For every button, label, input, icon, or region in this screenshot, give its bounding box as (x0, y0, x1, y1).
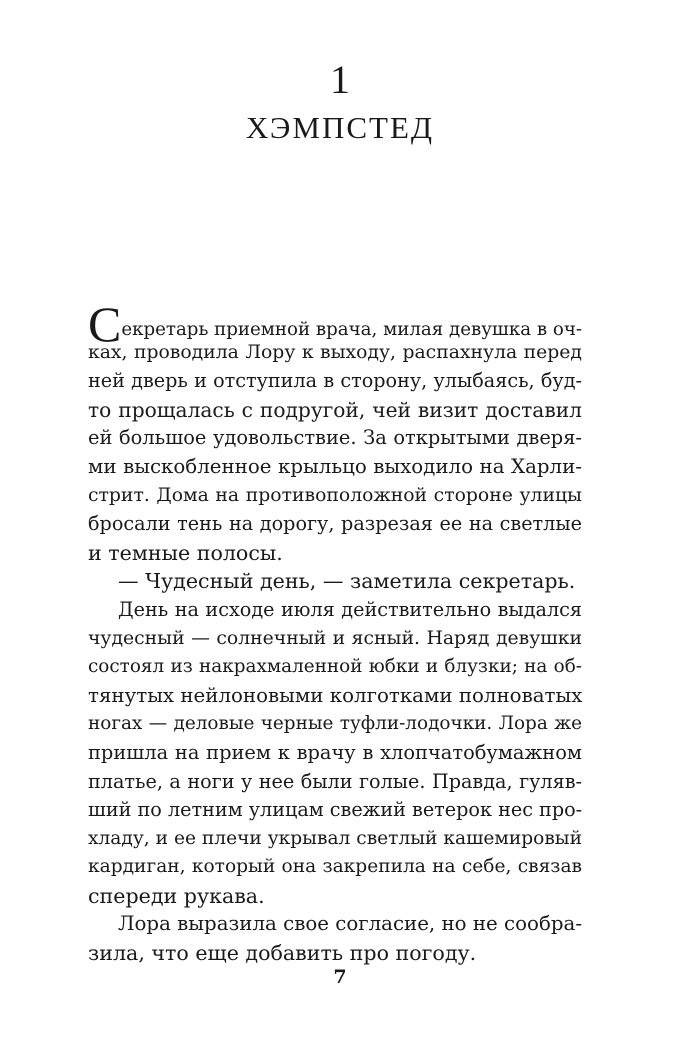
chapter-number: 1 (330, 57, 350, 102)
text-line: ней дверь и отступила в сторону, улыбаясь, буд- (88, 369, 582, 393)
body-text (88, 296, 583, 968)
text-line: ей большое удовольствие. За открытыми дверя- (88, 426, 582, 450)
text-line: Лора выразила свое согласие, но не сообра- (118, 912, 582, 936)
chapter-title: ХЭМПСТЕД (245, 110, 435, 145)
text-line: спереди рукава. (88, 883, 265, 908)
text-line: стрит. Дома на противоположной стороне улицы (88, 484, 582, 506)
text-line: ках, проводила Лору к выходу, распахнула перед (88, 341, 582, 363)
text-line: чудесный — солнечный и ясный. Наряд девушки (88, 627, 582, 649)
page-number: 7 (333, 966, 347, 988)
drop-cap: С (88, 296, 122, 352)
text-line: кардиган, который она закрепила на себе, связав (88, 856, 582, 878)
text-line: День на исходе июля действительно выдался (118, 597, 582, 621)
text-line: бросали тень на дорогу, разрезая ее на светлые (88, 512, 582, 536)
text-line: и темные полосы. (88, 540, 283, 565)
text-line: тянутых нейлоновыми колготками полноватых (88, 683, 583, 707)
text-line: пришла на прием к врачу в хлопчатобумажном (88, 740, 582, 764)
text-line: хладу, и ее плечи укрывал светлый кашемировый (88, 827, 582, 849)
text-line: то прощалась с подругой, чей визит доставил (88, 397, 582, 422)
text-line: ший по летним улицам свежий ветерок нес про- (88, 798, 583, 822)
text-line: — Чудесный день, — заметила секретарь. (118, 569, 576, 594)
text-line: ногах — деловые черные туфли-лодочки. Лора же (88, 713, 582, 735)
text-line: зила, что еще добавить про погоду. (88, 941, 477, 966)
text-line: Секретарь приемной врача, милая девушка в оч- (88, 296, 582, 352)
text-line: платье, а ноги у нее были голые. Правда, гуляв- (88, 769, 582, 793)
text-line: состоял из накрахмаленной юбки и блузки; на об- (88, 656, 582, 678)
text-line: ми выскобленное крыльцо выходило на Харли- (88, 454, 582, 478)
